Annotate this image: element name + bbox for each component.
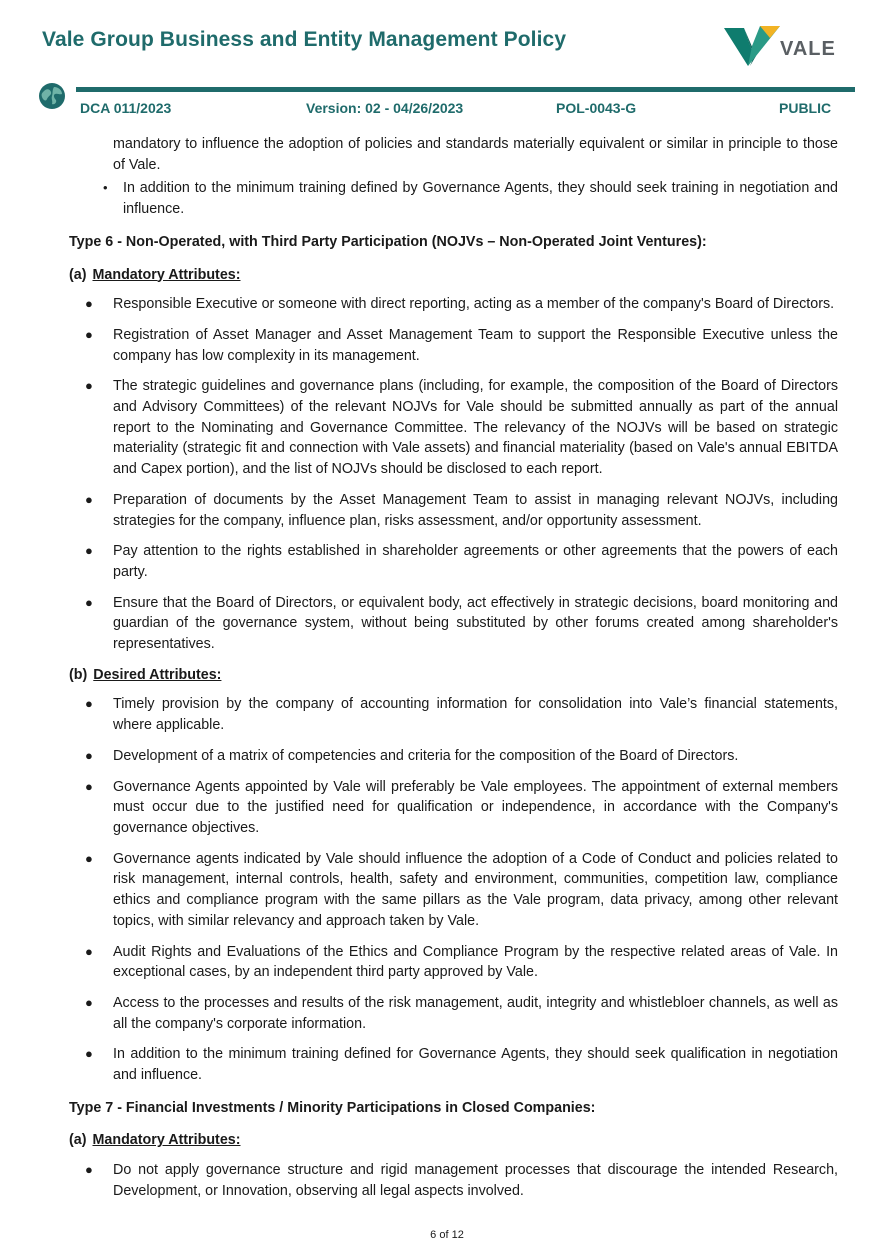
list-item-text: Timely provision by the company of accounting information for consolidation into Vale’s financial statements, where applicable.: [113, 696, 838, 734]
doc-version: Version: 02 - 04/26/2023: [306, 100, 464, 116]
section-marker: (a): [69, 266, 87, 283]
list-item: [85, 541, 838, 582]
list-item: [85, 1044, 838, 1085]
bullet-icon: ●: [85, 594, 93, 610]
bullet-icon: ●: [85, 1046, 93, 1062]
policy-code: POL-0043-G: [556, 100, 637, 116]
section-label: Mandatory Attributes:: [92, 1132, 241, 1149]
list-item: [85, 325, 838, 366]
bullet-icon: ●: [85, 378, 93, 394]
list-item: [85, 376, 838, 480]
section-marker: (b): [69, 666, 88, 683]
list-item-text: Pay attention to the rights established in shareholder agreements or other agreements that the powers of each party.: [113, 543, 838, 580]
list-item: [85, 942, 838, 983]
section-label: Mandatory Attributes:: [92, 266, 241, 283]
list-item: [85, 777, 838, 839]
list-item: [85, 593, 838, 655]
type6-mandatory-heading: [69, 265, 838, 286]
type6-desired-list: [0, 694, 894, 1085]
globe-icon: [38, 82, 66, 110]
bullet-icon: ●: [85, 696, 93, 712]
logo-wordmark: VALE: [780, 38, 836, 60]
bullet-icon: •: [103, 180, 108, 196]
document-title: Vale Group Business and Entity Management Policy: [42, 28, 567, 51]
list-item-text: Development of a matrix of competencies and criteria for the composition of the Board of Directors.: [113, 747, 739, 764]
classification-label: PUBLIC: [779, 100, 832, 116]
bullet-icon: ●: [85, 850, 93, 866]
list-item-text: Governance Agents appointed by Vale will preferably be Vale employees. The appointment of external members must occur due to the justified need for qualification or independence, in accordance with the Company's governance objectives.: [113, 778, 838, 836]
type6-mandatory-list: [0, 294, 894, 655]
list-item: [85, 1160, 838, 1201]
section-label: Desired Attributes:: [93, 666, 222, 683]
list-item: [85, 746, 838, 767]
list-item-text: Governance agents indicated by Vale should influence the adoption of a Code of Conduct and policies related to risk management, internal controls, health, safety and environment, communities, competition law, compliance ethics and compliance program with the same pillars as the Vale program, data privacy, among other relevant topics, with similar relevancy and approach taken by Vale.: [113, 850, 838, 929]
section-marker: (a): [69, 1132, 87, 1149]
continuation-list: [0, 178, 894, 219]
type6-desired-heading: [69, 665, 838, 686]
list-item-text: Audit Rights and Evaluations of the Ethics and Compliance Program by the respective related areas of Vale. In exceptional cases, by an independent third party approved by Vale.: [113, 943, 838, 981]
list-item-text: Do not apply governance structure and rigid management processes that discourage the intended Research, Development, or Innovation, observing all legal aspects involved.: [113, 1162, 838, 1199]
list-item-text: Ensure that the Board of Directors, or equivalent body, act effectively in strategic decisions, board monitoring and guardian of the governance system, without being substituted by other forums created among shareholder's representatives.: [113, 594, 838, 653]
type7-mandatory-heading: [69, 1130, 838, 1151]
page-number: 6 of 12: [430, 1229, 464, 1241]
list-item-text: Access to the processes and results of the risk management, audit, integrity and whistlebloer channels, as well as all the company's corporate information.: [113, 994, 838, 1032]
list-item-text: In addition to the minimum training defined by Governance Agents, they should seek training in negotiation and influence.: [123, 180, 838, 218]
bullet-icon: ●: [85, 994, 93, 1010]
list-item: [85, 993, 838, 1034]
type6-heading: Type 6 - Non-Operated, with Third Party Participation (NOJVs – Non-Operated Joint Ventures):: [69, 233, 707, 250]
bullet-icon: ●: [85, 778, 93, 794]
bullet-icon: ●: [85, 326, 93, 342]
bullet-icon: ●: [85, 296, 93, 312]
type7-heading: Type 7 - Financial Investments / Minority Participations in Closed Companies:: [69, 1099, 596, 1116]
list-item: [85, 490, 838, 531]
continuation-text: mandatory to influence the adoption of policies and standards materially equivalent or similar in principle to those of Vale.: [113, 136, 838, 173]
list-item-text: The strategic guidelines and governance plans (including, for example, the composition of the Board of Directors and Advisory Committees) of the relevant NOJVs for Vale should be submitted annually as part of the annual report to the Nominating and Governance Committee. The relevancy of the NOJVs will be based on strategic materiality (strategic fit and connection with Vale assets) and financial materiality (based on Vale's annual EBITDA and Capex portion), and the list of NOJVs should be disclosed to each report.: [113, 378, 838, 478]
list-item: [85, 694, 838, 735]
type7-mandatory-list: [0, 1160, 894, 1201]
bullet-icon: ●: [85, 543, 93, 559]
header-rule: [76, 87, 855, 92]
bullet-icon: ●: [85, 943, 93, 959]
list-item-text: In addition to the minimum training defined for Governance Agents, they should seek qualification in negotiation and influence.: [113, 1046, 838, 1084]
list-item: [85, 849, 838, 932]
list-item-text: Preparation of documents by the Asset Management Team to assist in managing relevant NOJVs, including strategies for the company, influence plan, risks assessment, and/or opportunity assessment.: [113, 491, 838, 529]
list-item: [103, 178, 838, 219]
list-item-text: Registration of Asset Manager and Asset Management Team to support the Responsible Executive unless the company has low complexity in its management.: [113, 326, 838, 364]
bullet-icon: ●: [85, 491, 93, 507]
list-item: [85, 294, 838, 315]
doc-code: DCA 011/2023: [80, 100, 172, 116]
bullet-icon: ●: [85, 1162, 93, 1178]
list-item-text: Responsible Executive or someone with direct reporting, acting as a member of the company's Board of Directors.: [113, 296, 835, 313]
document-body: [0, 134, 894, 1212]
bullet-icon: ●: [85, 747, 93, 763]
